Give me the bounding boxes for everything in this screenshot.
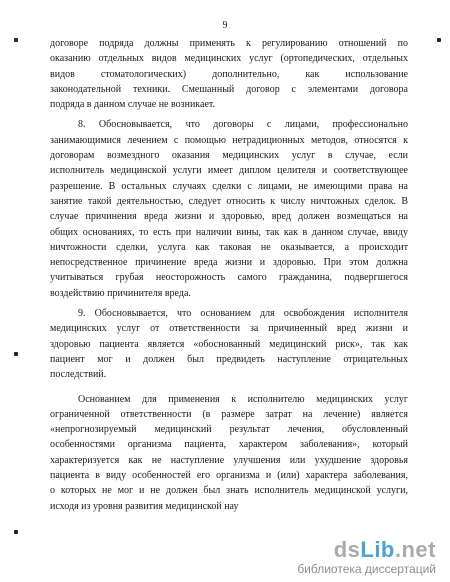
text-line: случае причинения вреда жизни и здоровью, вред должен возмещаться на: [50, 211, 408, 223]
margin-mark: [14, 530, 18, 534]
text-line: исходя из уровня развития медицинской нау: [50, 500, 239, 512]
text-line: непосредственное причинение вреда жизни и здоровью. При этом должна: [50, 257, 408, 269]
text-line: Основанием для применения к исполнителю медицинских услуг: [78, 393, 408, 405]
text-line: исполнитель медицинской услуги имеет диплом целителя и соответствующее: [50, 165, 408, 177]
paragraph-3: [50, 306, 408, 382]
text-line: характеризуется как не наступление улучшения или ухудшение здоровья: [50, 454, 408, 466]
text-line: занимающимися лечением с помощью нетрадиционных методов, относятся к: [50, 134, 408, 146]
margin-mark: [14, 352, 18, 356]
document-body: [50, 36, 408, 514]
text-line: ограниченной ответственности (в размере затрат на лечение) является: [50, 408, 408, 420]
text-line: последствий.: [50, 369, 107, 381]
dslib-logo: dsLib.net: [333, 537, 436, 562]
text-line: оказанию отдельных видов медицинских услуг (ортопедических, отдельных: [50, 53, 408, 65]
text-line: о которых не мог и не должен был знать исполнитель медицинской услуги,: [50, 485, 408, 497]
page-number: 9: [222, 20, 228, 31]
text-line: видов стоматологических) дополнительно, как использование: [50, 68, 408, 80]
text-line: здоровью пациента является «обоснованный медицинский риск», так как: [50, 338, 408, 350]
text-line: медицинских услуг от ответственности за причиненный вред жизни и: [50, 323, 408, 335]
text-line: «непрогнозируемый медицинский результат лечения, обусловленный: [50, 424, 408, 436]
text-line: ничтожности сделки, услуга как таковая не оказывается, а происходит: [50, 241, 408, 253]
paragraph-1: [50, 36, 408, 112]
text-line: договоре подряда должны применять к регулированию отношений по: [50, 38, 408, 49]
text-line: воздействию причинителя вреда.: [50, 287, 191, 299]
text-line: общих основаниях, то есть при наличии вины, так как в данном случае, ввиду: [50, 226, 408, 238]
text-line: пациент мог и должен был предвидеть наступление отрицательных: [50, 353, 408, 365]
text-line: 8. Обосновывается, что договоры с лицами, профессионально: [78, 119, 408, 131]
text-line: законодательной техники. Смешанный договор с элементами договора: [50, 83, 408, 95]
paragraph-4: [50, 392, 408, 514]
paragraph-2: [50, 117, 408, 301]
text-line: договорам возмездного оказания медицинских услуг в случае, если: [50, 150, 408, 162]
margin-mark: [437, 38, 441, 42]
text-line: разрешение. В остальных случаях сделки с лицами, не имеющими права на: [50, 180, 408, 192]
text-line: особенностями организма пациента, характером заболевания», который: [50, 439, 408, 451]
text-line: подряда в данном случае не возникает.: [50, 99, 215, 111]
text-line: учитываться грубая неосторожность самого гражданина, подвергшегося: [50, 272, 408, 284]
margin-mark: [14, 38, 18, 42]
watermark: [297, 538, 436, 576]
watermark-subtitle: библиотека диссертаций: [297, 562, 436, 576]
text-line: пациента в виду особенностей его организма и (или) характера заболевания,: [50, 470, 408, 482]
text-line: 9. Обосновывается, что основанием для освобождения исполнителя: [78, 308, 408, 320]
text-line: занятие такой деятельностью, следует относить к числу ничтожных сделок. В: [50, 195, 408, 207]
